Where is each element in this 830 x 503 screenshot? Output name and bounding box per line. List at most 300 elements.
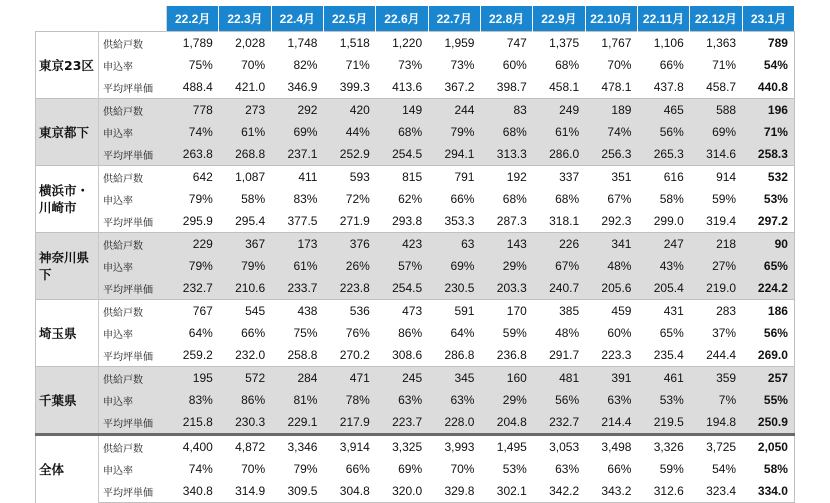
- value-cell: 351: [585, 166, 637, 189]
- metric-label: 申込率: [103, 61, 133, 73]
- value-cell: 265.3: [637, 143, 689, 166]
- month-header: 22.9月: [533, 6, 585, 32]
- data-table: [35, 6, 795, 503]
- value-cell: 232.0: [235, 348, 266, 362]
- value-cell: 359: [690, 367, 742, 390]
- value-cell: 83%: [293, 192, 318, 206]
- table-row: [36, 277, 795, 300]
- table-row: [36, 32, 795, 55]
- table-row: [36, 54, 795, 76]
- table-row: [36, 233, 795, 256]
- value-cell: 237.1: [271, 143, 323, 166]
- month-header: 22.3月: [219, 6, 271, 32]
- value-cell: 70%: [450, 462, 475, 476]
- value-cell: 74%: [585, 121, 637, 143]
- metric-label: 平均坪単価: [99, 143, 167, 166]
- value-cell: 186: [742, 300, 794, 323]
- header-row: [36, 6, 795, 32]
- value-cell: 53%: [502, 462, 527, 476]
- value-cell: 438: [271, 300, 323, 323]
- metric-label: 平均坪単価: [103, 83, 153, 95]
- month-header: 22.5月: [323, 6, 375, 32]
- value-cell: 791: [428, 166, 480, 189]
- value-cell: 79%: [428, 121, 480, 143]
- month-header: 22.4月: [271, 6, 323, 32]
- value-cell: 642: [167, 166, 219, 189]
- value-cell: 73%: [450, 58, 475, 72]
- value-cell: 63: [428, 233, 480, 256]
- value-cell: 58%: [659, 192, 684, 206]
- value-cell: 62%: [398, 192, 423, 206]
- value-cell: 63%: [585, 389, 637, 411]
- metric-label: 平均坪単価: [103, 351, 153, 363]
- value-cell: 244.4: [706, 348, 737, 362]
- value-cell: 3,053: [533, 435, 585, 459]
- value-cell: 63%: [555, 462, 580, 476]
- value-cell: 488.4: [182, 80, 213, 94]
- value-cell: 353.3: [444, 214, 475, 228]
- value-cell: 1,789: [167, 32, 219, 55]
- region-label: 東京都下: [36, 99, 99, 166]
- value-cell: 411: [271, 166, 323, 189]
- value-cell: 815: [376, 166, 428, 189]
- value-cell: 244: [428, 99, 480, 122]
- value-cell: 74%: [167, 121, 219, 143]
- value-cell: 250.9: [742, 411, 794, 435]
- value-cell: 56%: [742, 322, 794, 344]
- value-cell: 64%: [450, 326, 475, 340]
- value-cell: 71%: [712, 58, 737, 72]
- value-cell: 304.8: [323, 480, 375, 503]
- value-cell: 268.8: [219, 143, 271, 166]
- value-cell: 229: [167, 233, 219, 256]
- value-cell: 194.8: [690, 411, 742, 435]
- value-cell: 86%: [398, 326, 423, 340]
- value-cell: 767: [167, 300, 219, 323]
- value-cell: 66%: [659, 58, 684, 72]
- value-cell: 149: [376, 99, 428, 122]
- value-cell: 314.6: [690, 143, 742, 166]
- table-row: [36, 255, 795, 277]
- value-cell: 471: [323, 367, 375, 390]
- value-cell: 1,959: [428, 32, 480, 55]
- value-cell: 458.7: [706, 80, 737, 94]
- metric-label: 申込率: [103, 465, 133, 477]
- value-cell: 2,028: [219, 32, 271, 55]
- value-cell: 79%: [293, 462, 318, 476]
- value-cell: 48%: [555, 326, 580, 340]
- value-cell: 160: [480, 367, 532, 390]
- value-cell: 78%: [323, 389, 375, 411]
- value-cell: 257: [742, 367, 794, 390]
- value-cell: 4,872: [219, 435, 271, 459]
- value-cell: 1,767: [585, 32, 637, 55]
- value-cell: 65%: [659, 326, 684, 340]
- value-cell: 314.9: [219, 480, 271, 503]
- value-cell: 345: [428, 367, 480, 390]
- value-cell: 235.4: [653, 348, 684, 362]
- value-cell: 259.2: [182, 348, 213, 362]
- value-cell: 230.5: [428, 277, 480, 300]
- value-cell: 3,914: [323, 435, 375, 459]
- value-cell: 63%: [428, 389, 480, 411]
- value-cell: 747: [480, 32, 532, 55]
- value-cell: 437.8: [653, 80, 684, 94]
- value-cell: 70%: [241, 462, 266, 476]
- value-cell: 214.4: [585, 411, 637, 435]
- value-cell: 228.0: [428, 411, 480, 435]
- value-cell: 292.3: [601, 214, 632, 228]
- value-cell: 173: [271, 233, 323, 256]
- value-cell: 323.4: [690, 480, 742, 503]
- value-cell: 229.1: [271, 411, 323, 435]
- value-cell: 68%: [480, 121, 532, 143]
- value-cell: 59%: [659, 462, 684, 476]
- value-cell: 249: [533, 99, 585, 122]
- value-cell: 81%: [271, 389, 323, 411]
- metric-label: 供給戸数: [99, 166, 167, 189]
- region-label: 埼玉県: [36, 300, 99, 367]
- value-cell: 195: [167, 367, 219, 390]
- value-cell: 74%: [188, 462, 213, 476]
- value-cell: 481: [533, 367, 585, 390]
- value-cell: 593: [323, 166, 375, 189]
- table-row: [36, 300, 795, 323]
- value-cell: 4,400: [167, 435, 219, 459]
- value-cell: 218: [690, 233, 742, 256]
- table-row: [36, 480, 795, 503]
- metric-label: 平均坪単価: [99, 480, 167, 503]
- month-header: 22.2月: [167, 6, 219, 32]
- value-cell: 341: [585, 233, 637, 256]
- value-cell: 440.8: [742, 76, 794, 99]
- month-header: 22.8月: [480, 6, 532, 32]
- value-cell: 270.2: [339, 348, 370, 362]
- table-row: [36, 99, 795, 122]
- value-cell: 247: [637, 233, 689, 256]
- value-cell: 29%: [480, 389, 532, 411]
- value-cell: 203.3: [480, 277, 532, 300]
- value-cell: 64%: [188, 326, 213, 340]
- value-cell: 189: [585, 99, 637, 122]
- value-cell: 465: [637, 99, 689, 122]
- value-cell: 44%: [323, 121, 375, 143]
- value-cell: 342.2: [533, 480, 585, 503]
- value-cell: 240.7: [533, 277, 585, 300]
- value-cell: 67%: [607, 192, 632, 206]
- metric-label: 供給戸数: [99, 233, 167, 256]
- metric-label: 供給戸数: [99, 99, 167, 122]
- value-cell: 245: [376, 367, 428, 390]
- value-cell: 73%: [398, 58, 423, 72]
- value-cell: 1,220: [376, 32, 428, 55]
- value-cell: 1,748: [271, 32, 323, 55]
- value-cell: 258.8: [287, 348, 318, 362]
- region-label: 千葉県: [36, 367, 99, 435]
- value-cell: 192: [480, 166, 532, 189]
- value-cell: 421.0: [235, 80, 266, 94]
- region-label: 全体: [36, 435, 99, 503]
- table-row: [36, 389, 795, 411]
- value-cell: 283: [690, 300, 742, 323]
- value-cell: 263.8: [167, 143, 219, 166]
- value-cell: 69%: [271, 121, 323, 143]
- value-cell: 70%: [241, 58, 266, 72]
- metric-label: 申込率: [99, 255, 167, 277]
- value-cell: 60%: [607, 326, 632, 340]
- table-row: [36, 121, 795, 143]
- value-cell: 1,087: [219, 166, 271, 189]
- table-row: [36, 411, 795, 435]
- table-row: [36, 367, 795, 390]
- value-cell: 3,725: [690, 435, 742, 459]
- region-label: 東京23区: [36, 32, 99, 99]
- value-cell: 431: [637, 300, 689, 323]
- month-header: 22.12月: [690, 6, 742, 32]
- value-cell: 473: [376, 300, 428, 323]
- metric-label: 供給戸数: [99, 367, 167, 390]
- value-cell: 68%: [555, 192, 580, 206]
- value-cell: 256.3: [585, 143, 637, 166]
- value-cell: 287.3: [496, 214, 527, 228]
- value-cell: 254.5: [376, 277, 428, 300]
- value-cell: 478.1: [601, 80, 632, 94]
- value-cell: 143: [480, 233, 532, 256]
- value-cell: 55%: [742, 389, 794, 411]
- value-cell: 294.1: [428, 143, 480, 166]
- value-cell: 232.7: [533, 411, 585, 435]
- value-cell: 377.5: [287, 214, 318, 228]
- value-cell: 70%: [607, 58, 632, 72]
- value-cell: 1,106: [637, 32, 689, 55]
- metric-label: 申込率: [99, 389, 167, 411]
- value-cell: 61%: [533, 121, 585, 143]
- value-cell: 3,326: [637, 435, 689, 459]
- value-cell: 82%: [293, 58, 318, 72]
- value-cell: 48%: [585, 255, 637, 277]
- value-cell: 291.7: [549, 348, 580, 362]
- value-cell: 205.4: [637, 277, 689, 300]
- value-cell: 273: [219, 99, 271, 122]
- table-row: [36, 143, 795, 166]
- value-cell: 1,495: [480, 435, 532, 459]
- value-cell: 532: [742, 166, 794, 189]
- region-label: 横浜市・川崎市: [36, 166, 99, 233]
- value-cell: 56%: [637, 121, 689, 143]
- month-header: 22.10月: [585, 6, 637, 32]
- value-cell: 420: [323, 99, 375, 122]
- value-cell: 219.5: [637, 411, 689, 435]
- value-cell: 299.0: [653, 214, 684, 228]
- value-cell: 399.3: [339, 80, 370, 94]
- value-cell: 778: [167, 99, 219, 122]
- value-cell: 295.4: [235, 214, 266, 228]
- table-row: [36, 166, 795, 189]
- value-cell: 1,363: [690, 32, 742, 55]
- value-cell: 312.6: [637, 480, 689, 503]
- value-cell: 205.6: [585, 277, 637, 300]
- month-header: 22.7月: [428, 6, 480, 32]
- value-cell: 72%: [345, 192, 370, 206]
- value-cell: 284: [271, 367, 323, 390]
- value-cell: 59%: [712, 192, 737, 206]
- value-cell: 318.1: [549, 214, 580, 228]
- value-cell: 223.7: [376, 411, 428, 435]
- condo-market-table: [35, 6, 794, 503]
- value-cell: 219.0: [690, 277, 742, 300]
- table-row: [36, 188, 795, 210]
- month-header: 22.11月: [637, 6, 689, 32]
- value-cell: 210.6: [219, 277, 271, 300]
- table-row: [36, 210, 795, 233]
- value-cell: 75%: [293, 326, 318, 340]
- value-cell: 37%: [712, 326, 737, 340]
- value-cell: 68%: [502, 192, 527, 206]
- value-cell: 54%: [742, 54, 794, 76]
- value-cell: 1,375: [533, 32, 585, 55]
- value-cell: 230.3: [219, 411, 271, 435]
- value-cell: 215.8: [167, 411, 219, 435]
- value-cell: 337: [533, 166, 585, 189]
- value-cell: 385: [533, 300, 585, 323]
- value-cell: 170: [480, 300, 532, 323]
- value-cell: 3,993: [428, 435, 480, 459]
- value-cell: 90: [742, 233, 794, 256]
- value-cell: 308.6: [392, 348, 423, 362]
- value-cell: 79%: [219, 255, 271, 277]
- value-cell: 588: [690, 99, 742, 122]
- value-cell: 204.8: [480, 411, 532, 435]
- table-body: [36, 32, 795, 503]
- value-cell: 65%: [742, 255, 794, 277]
- value-cell: 286.8: [444, 348, 475, 362]
- value-cell: 63%: [376, 389, 428, 411]
- value-cell: 226: [533, 233, 585, 256]
- metric-label: 申込率: [103, 329, 133, 341]
- value-cell: 1,518: [323, 32, 375, 55]
- month-header: 23.1月: [742, 6, 794, 32]
- metric-label: 申込率: [99, 121, 167, 143]
- value-cell: 60%: [502, 58, 527, 72]
- metric-label: 申込率: [103, 195, 133, 207]
- value-cell: 413.6: [392, 80, 423, 94]
- value-cell: 71%: [742, 121, 794, 143]
- value-cell: 293.8: [392, 214, 423, 228]
- value-cell: 320.0: [376, 480, 428, 503]
- value-cell: 56%: [533, 389, 585, 411]
- value-cell: 458.1: [549, 80, 580, 94]
- region-label: 神奈川県下: [36, 233, 99, 300]
- value-cell: 67%: [533, 255, 585, 277]
- table-row: [36, 344, 795, 367]
- value-cell: 319.4: [706, 214, 737, 228]
- value-cell: 313.3: [480, 143, 532, 166]
- value-cell: 572: [219, 367, 271, 390]
- value-cell: 302.1: [480, 480, 532, 503]
- value-cell: 3,325: [376, 435, 428, 459]
- value-cell: 61%: [271, 255, 323, 277]
- value-cell: 236.8: [496, 348, 527, 362]
- value-cell: 58%: [241, 192, 266, 206]
- value-cell: 69%: [690, 121, 742, 143]
- header-blank-cell: [36, 6, 167, 32]
- value-cell: 223.8: [323, 277, 375, 300]
- metric-label: 平均坪単価: [103, 217, 153, 229]
- value-cell: 329.8: [428, 480, 480, 503]
- value-cell: 3,498: [585, 435, 637, 459]
- value-cell: 53%: [637, 389, 689, 411]
- value-cell: 367: [219, 233, 271, 256]
- value-cell: 66%: [607, 462, 632, 476]
- value-cell: 616: [637, 166, 689, 189]
- value-cell: 75%: [188, 58, 213, 72]
- value-cell: 86%: [219, 389, 271, 411]
- value-cell: 536: [323, 300, 375, 323]
- value-cell: 83: [480, 99, 532, 122]
- month-header: 22.6月: [376, 6, 428, 32]
- value-cell: 57%: [376, 255, 428, 277]
- value-cell: 545: [219, 300, 271, 323]
- value-cell: 66%: [450, 192, 475, 206]
- value-cell: 789: [742, 32, 794, 55]
- table-row: [36, 76, 795, 99]
- value-cell: 66%: [241, 326, 266, 340]
- value-cell: 258.3: [742, 143, 794, 166]
- value-cell: 340.8: [167, 480, 219, 503]
- value-cell: 79%: [188, 192, 213, 206]
- value-cell: 69%: [428, 255, 480, 277]
- value-cell: 252.9: [323, 143, 375, 166]
- value-cell: 334.0: [742, 480, 794, 503]
- value-cell: 398.7: [496, 80, 527, 94]
- value-cell: 346.9: [287, 80, 318, 94]
- metric-label: 平均坪単価: [99, 277, 167, 300]
- value-cell: 27%: [690, 255, 742, 277]
- value-cell: 391: [585, 367, 637, 390]
- value-cell: 7%: [690, 389, 742, 411]
- value-cell: 297.2: [742, 210, 794, 233]
- value-cell: 3,346: [271, 435, 323, 459]
- metric-label: 供給戸数: [99, 435, 167, 459]
- value-cell: 54%: [712, 462, 737, 476]
- value-cell: 254.5: [376, 143, 428, 166]
- table-row: [36, 458, 795, 480]
- value-cell: 914: [690, 166, 742, 189]
- value-cell: 71%: [345, 58, 370, 72]
- value-cell: 376: [323, 233, 375, 256]
- value-cell: 79%: [167, 255, 219, 277]
- value-cell: 61%: [219, 121, 271, 143]
- metric-label: 供給戸数: [99, 32, 167, 55]
- value-cell: 423: [376, 233, 428, 256]
- value-cell: 26%: [323, 255, 375, 277]
- value-cell: 224.2: [742, 277, 794, 300]
- value-cell: 292: [271, 99, 323, 122]
- value-cell: 367.2: [444, 80, 475, 94]
- value-cell: 76%: [345, 326, 370, 340]
- metric-label: 供給戸数: [99, 300, 167, 323]
- value-cell: 591: [428, 300, 480, 323]
- value-cell: 53%: [742, 188, 794, 210]
- metric-label: 平均坪単価: [99, 411, 167, 435]
- value-cell: 68%: [555, 58, 580, 72]
- table-row: [36, 435, 795, 459]
- value-cell: 269.0: [742, 344, 794, 367]
- value-cell: 286.0: [533, 143, 585, 166]
- value-cell: 2,050: [742, 435, 794, 459]
- value-cell: 68%: [376, 121, 428, 143]
- table-row: [36, 322, 795, 344]
